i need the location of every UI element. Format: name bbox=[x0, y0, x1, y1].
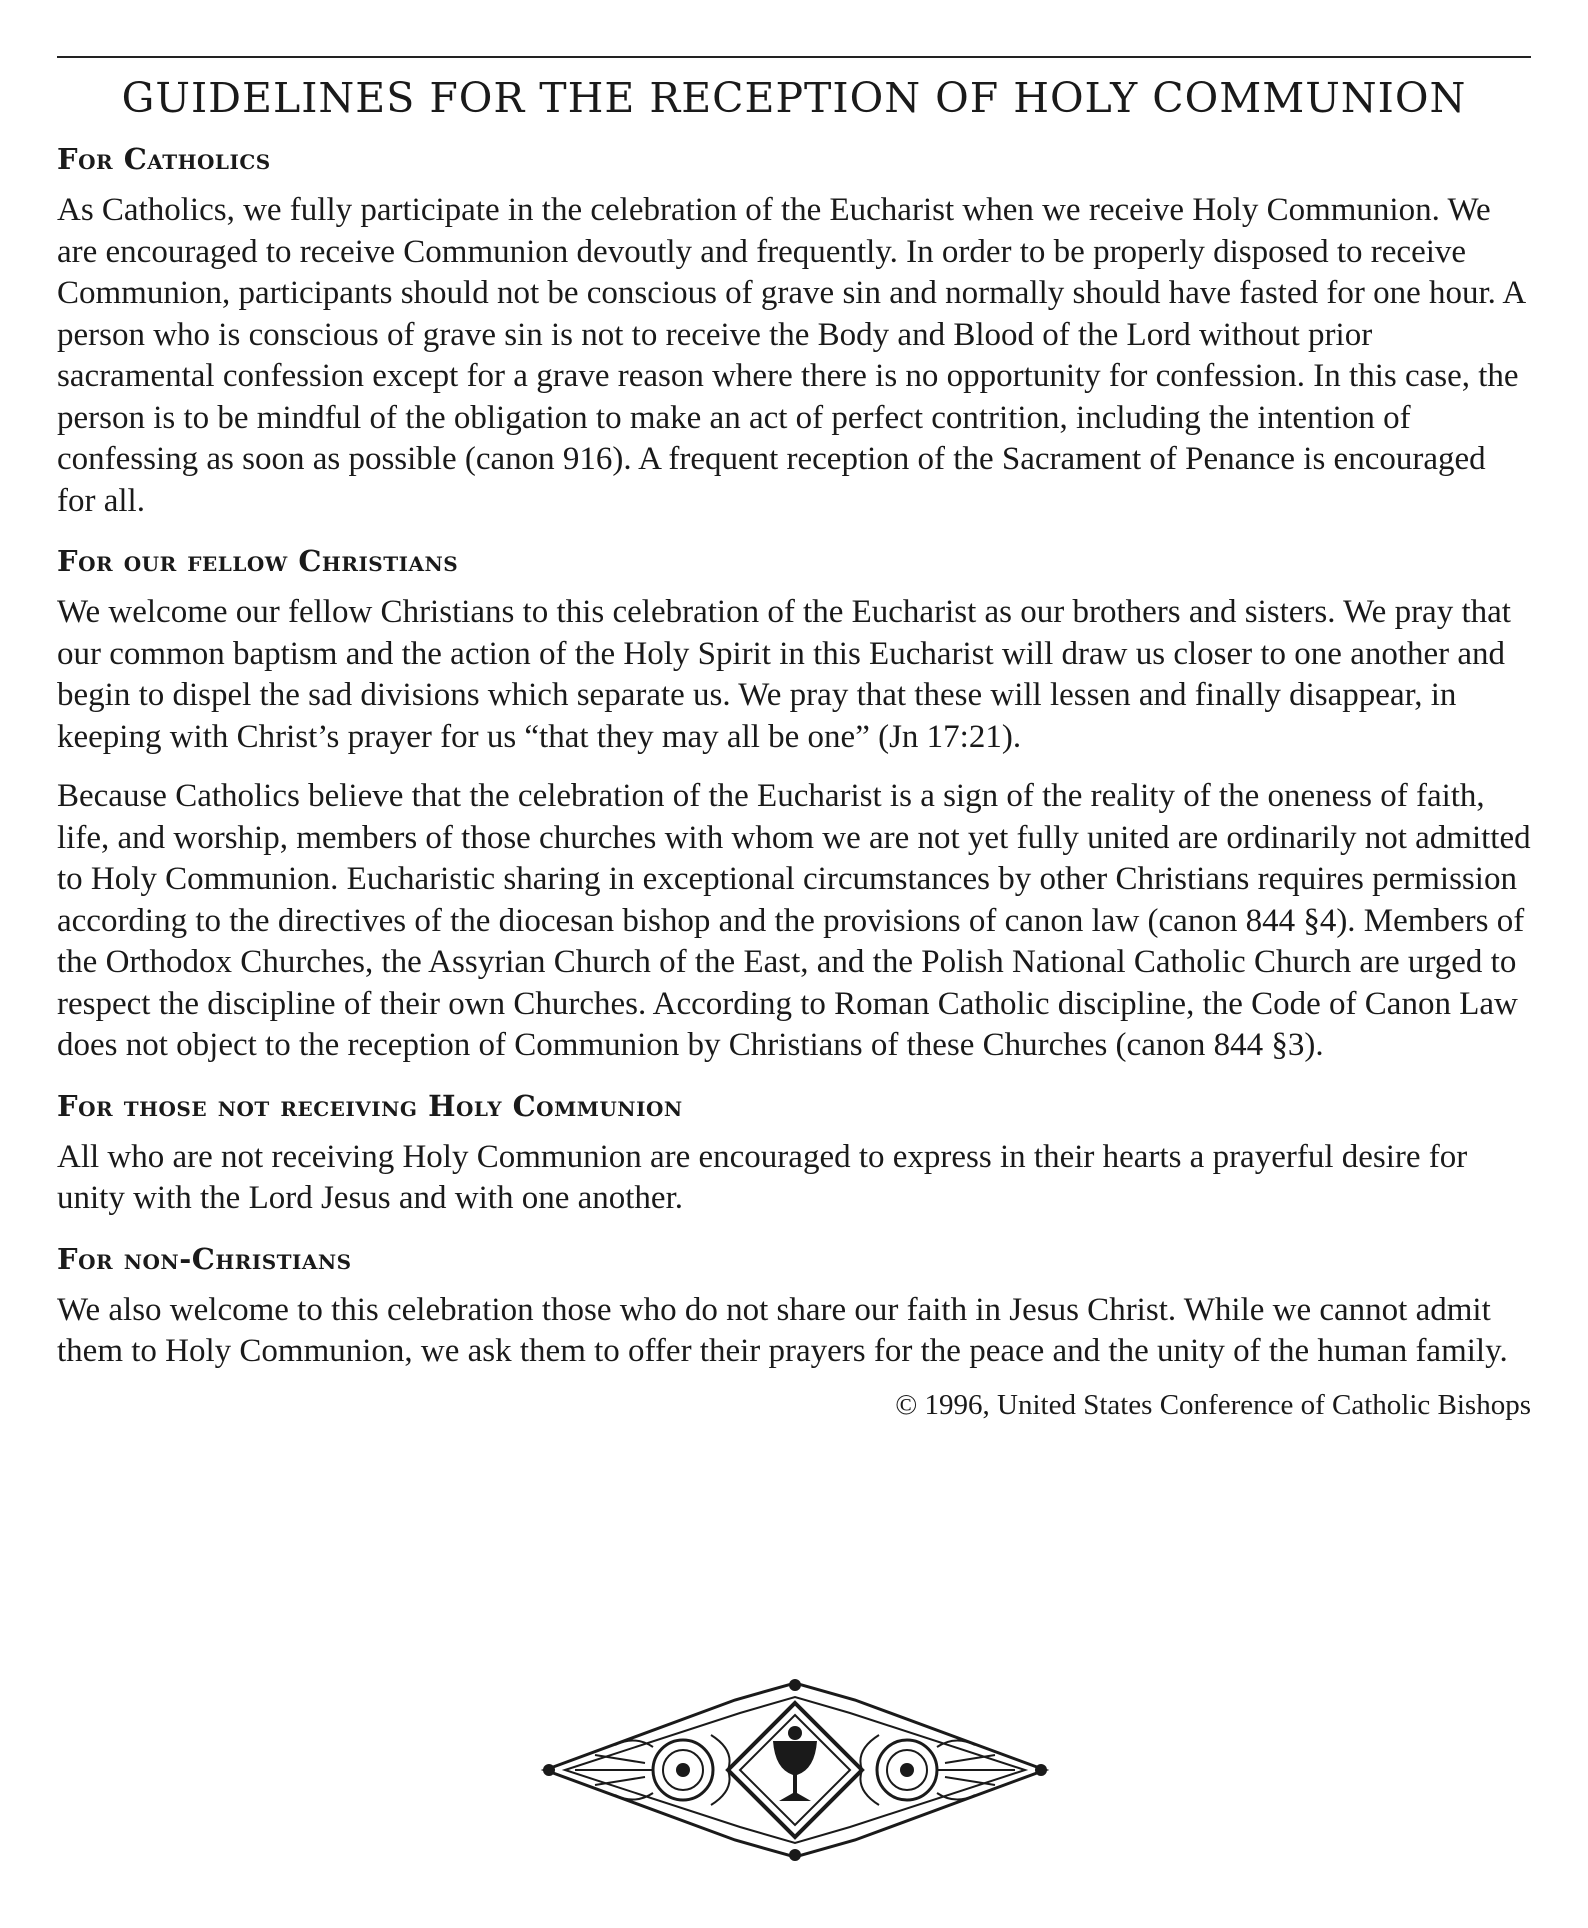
section-heading: For Catholics bbox=[57, 142, 271, 176]
section-heading: For our fellow Christians bbox=[57, 544, 459, 578]
copyright-notice: © 1996, United States Conference of Catholic Bishops bbox=[895, 1388, 1531, 1421]
section-paragraph: We also welcome to this celebration those who do not share our faith in Jesus Christ. While we cannot admit them to Holy Communion, we ask them to offer their prayers for the peace and the unity of the human family. bbox=[57, 1291, 1508, 1369]
top-rule bbox=[57, 56, 1531, 58]
section-heading: For those not receiving Holy Communion bbox=[57, 1088, 683, 1123]
section-fellow-christians bbox=[57, 540, 1531, 1067]
section-catholics bbox=[57, 138, 1531, 522]
guidelines-document bbox=[57, 56, 1531, 1425]
chalice-ornament-icon bbox=[535, 1675, 1055, 1865]
page-title: GUIDELINES FOR THE RECEPTION OF HOLY COMMUNION bbox=[121, 74, 1467, 122]
section-paragraph: Because Catholics believe that the celebration of the Eucharist is a sign of the reality of the oneness of faith, life, and worship, members of those churches with whom we are not yet fully united are ordinarily not admitted to Holy Communion. Eucharistic sharing in exceptional circumstances by other Christians requires permission according to the directives of the diocesan bishop and the provisions of canon law (canon 844 §4). Members of the Orthodox Churches, the Assyrian Church of the East, and the Polish National Catholic Church are urged to respect the discipline of their own Churches. According to Roman Catholic discipline, the Code of Canon Law does not object to the reception of Communion by Christians of these Churches (canon 844 §3). bbox=[57, 778, 1531, 1063]
section-heading: For non-Christians bbox=[57, 1241, 352, 1276]
section-paragraph: We welcome our fellow Christians to this celebration of the Eucharist as our brothers and sisters. We pray that our common baptism and the action of the Holy Spirit in this Eucharist will draw us closer to one another and begin to dispel the sad divisions which separate us. We pray that these will lessen and finally disappear, in keeping with Christ’s prayer for us “that they may all be one” (Jn 17:21). bbox=[57, 594, 1511, 755]
section-non-christians bbox=[57, 1238, 1531, 1373]
section-paragraph: As Catholics, we fully participate in the celebration of the Eucharist when we receive Holy Communion. We are encouraged to receive Communion devoutly and frequently. In order to be properly disposed to receive Communion, participants should not be conscious of grave sin and normally should have fasted for one hour. A person who is conscious of grave sin is not to receive the Body and Blood of the Lord without prior sacramental confession except for a grave reason where there is no opportunity for confession. In this case, the person is to be mindful of the obligation to make an act of perfect contrition, including the intention of confessing as soon as possible (canon 916). A frequent reception of the Sacrament of Penance is encouraged for all. bbox=[57, 192, 1525, 519]
section-not-receiving bbox=[57, 1085, 1531, 1220]
section-paragraph: All who are not receiving Holy Communion are encouraged to express in their hearts a prayerful desire for unity with the Lord Jesus and with one another. bbox=[57, 1138, 1468, 1216]
